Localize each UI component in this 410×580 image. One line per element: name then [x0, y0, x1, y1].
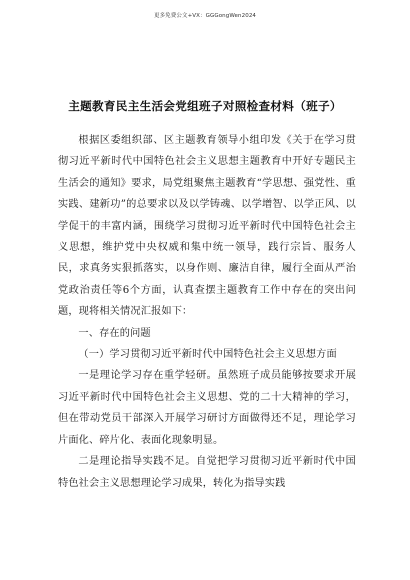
document-title: 主题教育民主生活会党组班子对照检查材料（班子） — [68, 99, 342, 113]
document-body — [58, 130, 356, 494]
paragraph-point-1: 一是理论学习存在重学轻研。虽然班子成员能够按要求开展习近平新时代中国特色社会主义思想、党的二十大精神的学习，但在带动党员干部深入开展学习研讨方面做得还不足，理论学习片面化、碎片化、表面化现象明显。 — [58, 370, 356, 446]
paragraph-intro: 根据区委组织部、区主题教育领导小组印发《关于在学习贯彻习近平新时代中国特色社会主义思想主题教育中开好专题民主生活会的通知》要求，局党组聚焦主题教育“学思想、强党性、重实践、建新功”的总要求以及以学铸魂、以学增智、以学正风、以学促干的丰富内涵，围绕学习贯彻习近平新时代中国特色社会主义思想，维护党中央权威和集中统一领导，践行宗旨、服务人民，求真务实狠抓落实，以身作则、廉洁自律，履行全面从严治党政治责任等6个方面，认真查摆主题教育工作中存在的突出问题，现将相关情况汇报如下： — [58, 135, 356, 318]
paragraph-point-2: 二是理论指导实践不足。自觉把学习贯彻习近平新时代中国特色社会主义思想理论学习成果，转化为指导实践 — [58, 456, 356, 489]
header-note: 更多免费公文+VX：GGGongWen2024 — [153, 13, 257, 19]
section-heading: 一、存在的问题 — [78, 327, 151, 339]
subsection-heading: （一）学习贯彻习近平新时代中国特色社会主义思想方面 — [78, 349, 337, 361]
